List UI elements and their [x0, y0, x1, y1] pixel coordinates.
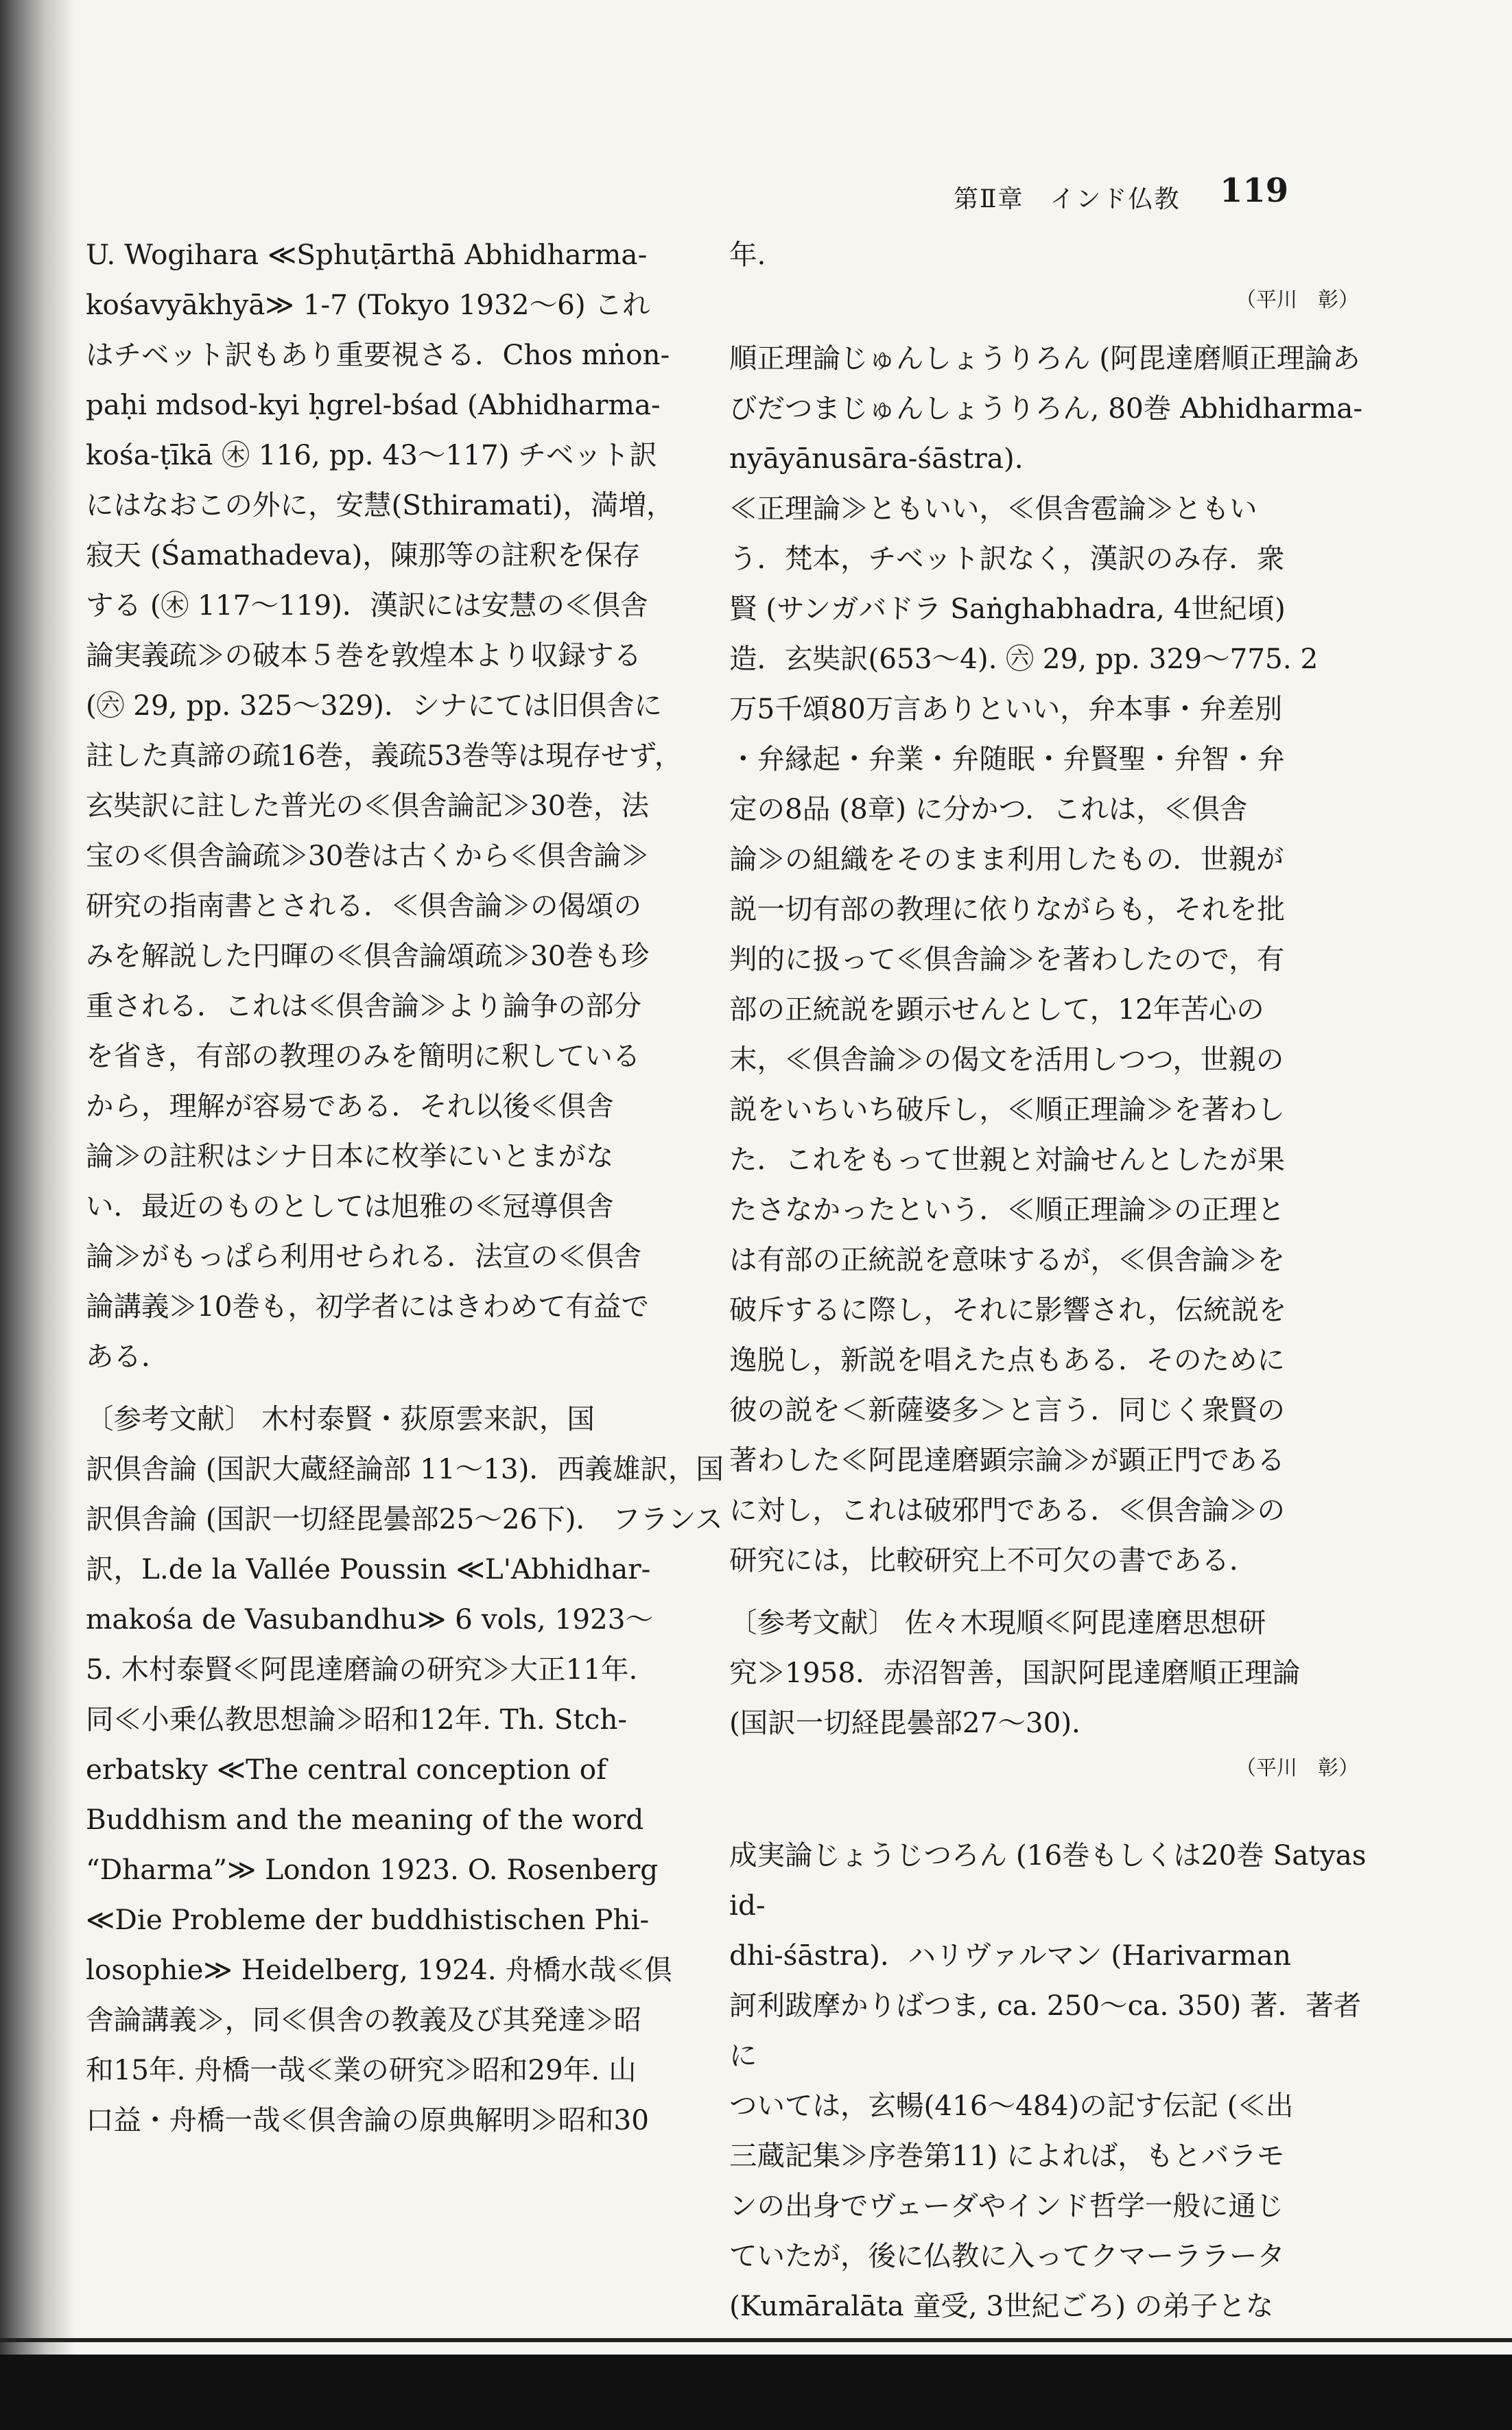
reference-line: 訳，L.de la Vallée Poussin ≪L'Abhidhar-	[86, 1553, 651, 1585]
reference-line: 舎論講義≫，同≪倶舎の教義及び其発達≫昭	[86, 2003, 641, 2036]
text-line: 説一切有部の教理に依りながらも，それを批	[729, 893, 1285, 925]
text-line: 三蔵記集≫序巻第11) によれば，もとバラモ	[729, 2139, 1285, 2172]
reference-line: losophie≫ Heidelberg, 1924. 舟橋水哉≪倶	[86, 1953, 672, 1986]
text-line: 研究には，比較研究上不可欠の書である．	[729, 1544, 1257, 1577]
text-line: (Kumāralāta 童受, 3世紀ごろ) の弟子とな	[729, 2289, 1274, 2322]
text-line: 部の正統説を顕示せんとして，12年苦心の	[729, 993, 1264, 1026]
text-line: たさなかったという．≪順正理論≫の正理と	[729, 1193, 1285, 1226]
page-edge-shadow	[0, 0, 75, 2430]
text-line: 逸脱し，新説を唱えた点もある．そのために	[729, 1343, 1285, 1376]
scan-bottom-border	[0, 2355, 1512, 2430]
text-line: 玄奘訳に註した普光の≪倶舎論記≫30巻，法	[86, 789, 650, 822]
text-line: に対し，これは破邪門である．≪倶舎論≫の	[729, 1494, 1285, 1526]
text-line: paḥi mdsod-kyi ḥgrel-bśad (Abhidharma-	[86, 388, 661, 421]
left-body-text	[86, 230, 724, 1382]
text-line: 賢 (サンガバドラ Saṅghabhadra, 4世紀頃)	[729, 592, 1286, 625]
text-line: 研究の指南書とされる．≪倶舎論≫の偈頌の	[86, 889, 641, 922]
text-line: kośa-ṭīkā ㊍ 116, pp. 43～117) チベット訳	[86, 438, 657, 471]
continued-year: 年.	[729, 238, 766, 271]
entry-junshoriron-references	[729, 1598, 1367, 1748]
text-line: から，理解が容易である．それ以後≪倶舎	[86, 1089, 614, 1122]
text-line: 破斥するに際し，それに影響され，伝統説を	[729, 1293, 1287, 1326]
text-line: 著わした≪阿毘達磨顕宗論≫が顕正門である	[729, 1443, 1285, 1476]
text-line: にはなおこの外に，安慧(Sthiramati)，満増，	[86, 488, 674, 521]
reference-line: 5. 木村泰賢≪阿毘達磨論の研究≫大正11年.	[86, 1653, 638, 1686]
text-line: 註した真諦の疏16巻，義疏53巻等は現存せず，	[86, 739, 683, 772]
text-line: U. Wogihara ≪Sphuṭārthā Abhidharma-	[86, 238, 648, 271]
reference-line: 同≪小乗仏教思想論≫昭和12年. Th. Stch-	[86, 1703, 628, 1736]
text-line: みを解説した円暉の≪倶舎論頌疏≫30巻も珍	[86, 939, 650, 972]
text-line: ンの出身でヴェーダやインド哲学一般に通じ	[729, 2189, 1284, 2222]
text-line: kośavyākhyā≫ 1-7 (Tokyo 1932～6) これ	[86, 288, 650, 321]
text-line: い．最近のものとしては旭雅の≪冠導倶舎	[86, 1190, 614, 1223]
left-references	[86, 1394, 724, 2145]
text-line: 寂天 (Śamathadeva)，陳那等の註釈を保存	[86, 539, 641, 571]
reference-line: 訳倶舎論 (国訳大蔵経論部 11～13)．西義雄訳，国	[86, 1452, 724, 1485]
reference-line: Buddhism and the meaning of the word	[86, 1803, 644, 1836]
text-line: 造．玄奘訳(653～4). ㊅ 29, pp. 329～775. 2	[729, 642, 1319, 675]
text-line: ていたが，後に仏教に入ってクマーララータ	[729, 2239, 1285, 2272]
reference-line: erbatsky ≪The central conception of	[86, 1753, 607, 1786]
text-line: 順正理論じゅんしょうりろん (阿毘達磨順正理論あびだつまじゅんしょうりろん, 80巻 Abhidharma-nyāyānusāra-śāstra).	[729, 342, 1363, 475]
text-line: 万5千頌80万言ありといい，弁本事・弁差別	[729, 692, 1283, 725]
text-line: dhi-śāstra)．ハリヴァルマン (Harivarman	[729, 1939, 1292, 1972]
text-line: はチベット訳もあり重要視さる．Chos mṅon-	[86, 338, 670, 371]
text-line: する (㊍ 117～119)．漢訳には安慧の≪倶舎	[86, 589, 648, 622]
text-line: 説をいちいち破斥し，≪順正理論≫を著わし	[729, 1093, 1285, 1126]
text-line: (㊅ 29, pp. 325～329)．シナにては旧倶舎に	[86, 689, 662, 722]
text-line: ついては，玄暢(416～484)の記す伝記 (≪出	[729, 2089, 1294, 2122]
author-credit-2: （平川 彰）	[1236, 1756, 1359, 1780]
text-line: 論≫の組織をそのまま利用したもの．世親が	[729, 842, 1284, 875]
text-line: を省き，有部の教理のみを簡明に釈している	[86, 1039, 641, 1072]
text-line: 成実論じょうじつろん (16巻もしくは20巻 Satyasid-	[729, 1839, 1367, 1922]
text-line: 彼の説を＜新薩婆多＞と言う．同じく衆賢の	[729, 1393, 1285, 1426]
text-line: た．これをもって世親と対論せんとしたが果	[729, 1143, 1285, 1176]
entry-jojitsuron	[729, 1830, 1367, 2331]
entry-junshoriron	[729, 333, 1367, 1585]
reference-line: 〔参考文献〕 佐々木現順≪阿毘達磨思想研	[729, 1606, 1266, 1639]
text-line: 論講義≫10巻も，初学者にはきわめて有益で	[86, 1290, 650, 1323]
right-column	[729, 230, 1367, 2331]
text-line: 論≫がもっぱら利用せられる．法宣の≪倶舎	[86, 1240, 641, 1273]
text-line: 重される．これは≪倶舎論≫より論争の部分	[86, 989, 641, 1022]
reference-line: 究≫1958．赤沼智善，国訳阿毘達磨順正理論	[729, 1656, 1301, 1689]
text-line: は有部の正統説を意味するが，≪倶舎論≫を	[729, 1243, 1285, 1276]
running-header-chapter: 第Ⅱ章 インド仏教	[954, 185, 1181, 213]
page-number: 119	[1220, 172, 1289, 210]
left-column	[86, 230, 724, 2145]
text-line: 判的に扱って≪倶舎論≫を著わしたので，有	[729, 943, 1285, 976]
text-line: 定の8品 (8章) に分かつ．これは，≪倶舎	[729, 792, 1248, 825]
text-line: 訶利跋摩かりばつま, ca. 250～ca. 350) 著．著者に	[729, 1989, 1362, 2072]
reference-line: 訳倶舎論 (国訳一切経毘曇部25～26下)． フランス	[86, 1502, 723, 1535]
text-line: う．梵本，チベット訳なく，漢訳のみ存．衆	[729, 542, 1285, 575]
text-line: 宝の≪倶舎論疏≫30巻は古くから≪倶舎論≫	[86, 839, 650, 872]
text-line: 論≫の註釈はシナ日本に枚挙にいとまがな	[86, 1140, 614, 1172]
author-credit-1: （平川 彰）	[1236, 288, 1359, 312]
reference-line: makośa de Vasubandhu≫ 6 vols, 1923～	[86, 1603, 654, 1636]
reference-line: (国訳一切経毘曇部27～30)．	[729, 1706, 1100, 1739]
reference-line: 〔参考文献〕 木村泰賢・荻原雲来訳，国	[86, 1402, 595, 1435]
reference-line: ≪Die Probleme der buddhistischen Phi-	[86, 1903, 650, 1936]
reference-line: 和15年. 舟橋一哉≪業の研究≫昭和29年. 山	[86, 2053, 637, 2086]
text-line: ・弁縁起・弁業・弁随眠・弁賢聖・弁智・弁	[729, 742, 1285, 775]
reference-line: 口益・舟橋一哉≪倶舎論の原典解明≫昭和30	[86, 2103, 650, 2136]
page-bottom-rule	[0, 2338, 1512, 2342]
text-line: ≪正理論≫ともいい，≪倶舎雹論≫ともい	[729, 492, 1257, 525]
text-line: 論実義疏≫の破本５巻を敦煌本より収録する	[86, 639, 641, 672]
reference-line: “Dharma”≫ London 1923. O. Rosenberg	[86, 1853, 659, 1886]
text-line: ある．	[86, 1340, 169, 1373]
text-line: 末，≪倶舎論≫の偈文を活用しつつ，世親の	[729, 1043, 1284, 1076]
